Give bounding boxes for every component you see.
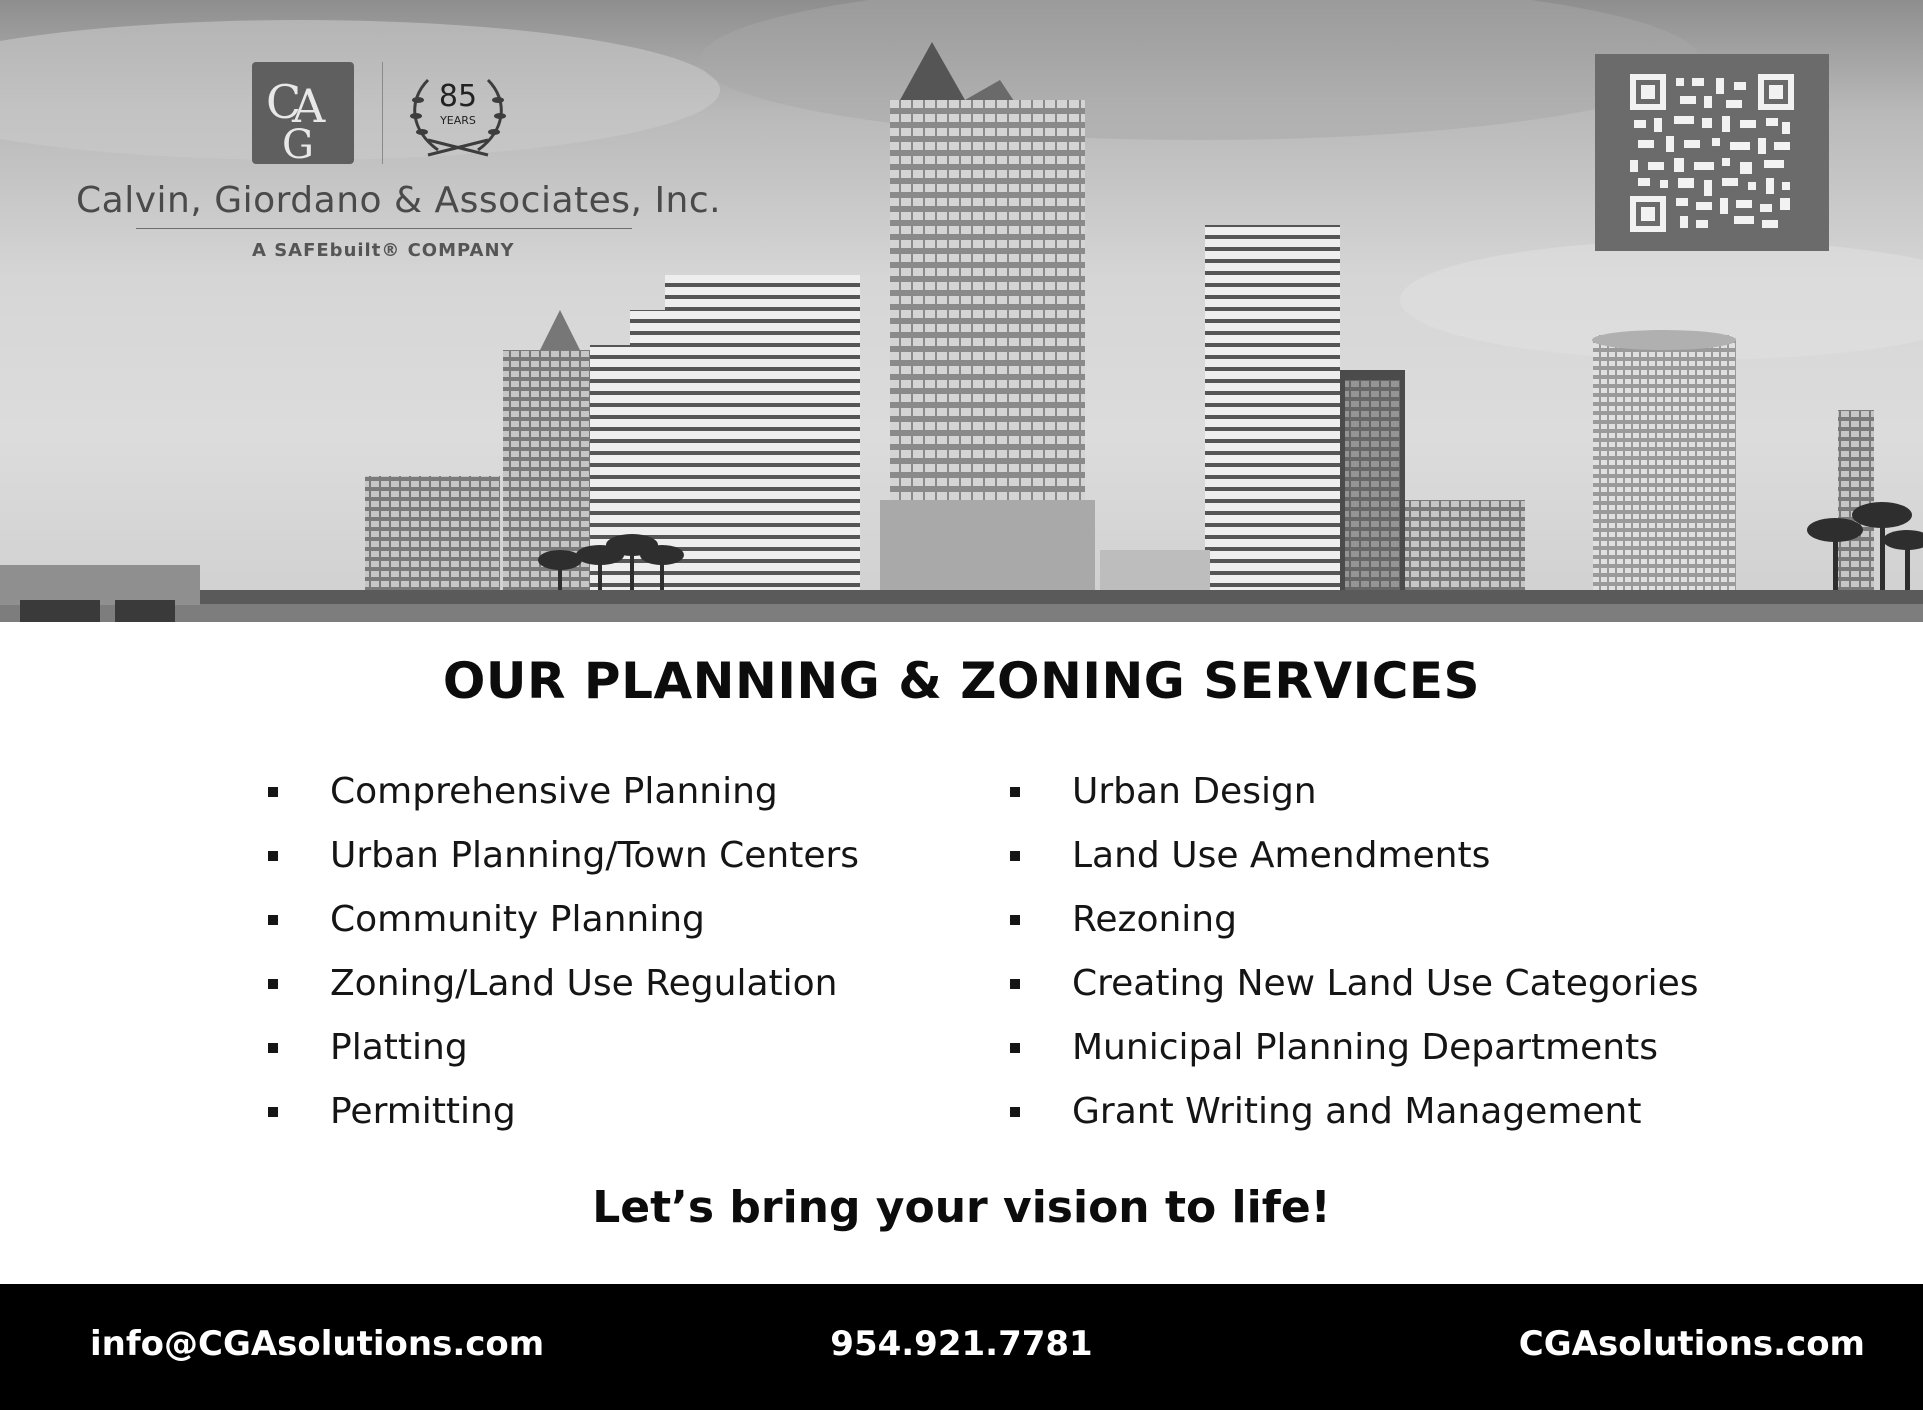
tagline: Let’s bring your vision to life! xyxy=(592,1182,1331,1233)
company-name: Calvin, Giordano & Associates, Inc. xyxy=(76,180,722,221)
svg-text:YEARS: YEARS xyxy=(440,114,476,127)
company-logo xyxy=(72,60,722,270)
bullet-icon xyxy=(268,979,278,989)
page-title: OUR PLANNING & ZONING SERVICES xyxy=(442,652,1481,710)
svg-text:G: G xyxy=(282,122,314,164)
cga-monogram-logo xyxy=(252,62,354,164)
svg-text:85: 85 xyxy=(438,79,478,114)
bullet-icon xyxy=(268,851,278,861)
bullet-icon xyxy=(268,1043,278,1053)
svg-text:C: C xyxy=(266,75,302,129)
bullet-icon xyxy=(1010,915,1020,925)
bullet-icon xyxy=(1010,979,1020,989)
bullet-icon xyxy=(1010,787,1020,797)
bullet-icon xyxy=(1010,1043,1020,1053)
hero-skyline-photo xyxy=(0,0,1923,622)
bullet-icon xyxy=(268,1107,278,1117)
bullet-icon xyxy=(1010,1107,1020,1117)
svg-text:A: A xyxy=(292,79,326,133)
website-link[interactable]: CGAsolutions.com xyxy=(1518,1324,1865,1364)
bullet-icon xyxy=(268,915,278,925)
qr-code[interactable] xyxy=(1595,54,1829,251)
parent-company-tagline: A SAFEbuilt® COMPANY xyxy=(252,240,515,261)
bullet-icon xyxy=(268,787,278,797)
contact-footer xyxy=(0,1284,1923,1410)
phone-number[interactable]: 954.921.7781 xyxy=(830,1324,1093,1364)
anniversary-badge xyxy=(398,60,518,168)
email-link[interactable]: info@CGAsolutions.com xyxy=(90,1324,545,1364)
laurel-wreath-icon xyxy=(398,60,518,168)
qr-code-icon xyxy=(1630,74,1794,232)
bullet-icon xyxy=(1010,851,1020,861)
logo-divider xyxy=(382,62,383,164)
cga-monogram-icon xyxy=(252,62,354,164)
company-name-rule xyxy=(136,228,632,229)
